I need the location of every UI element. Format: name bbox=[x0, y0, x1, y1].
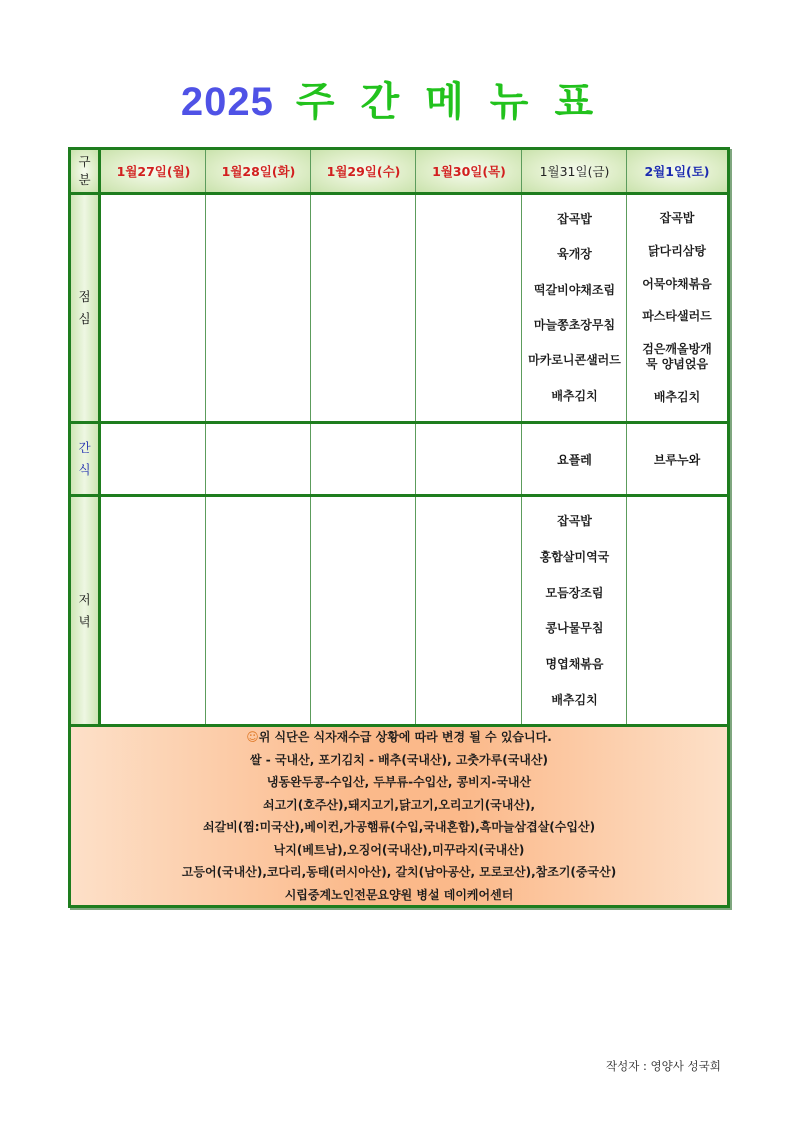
row-label-lunch-1: 점 bbox=[78, 289, 91, 304]
row-label-snack-2: 식 bbox=[78, 462, 91, 477]
day-header-wed: 1월29일(수) bbox=[311, 150, 416, 192]
day-header-sat: 2월1일(토) bbox=[627, 150, 727, 192]
snack-sat: 브루누와 bbox=[653, 452, 701, 467]
note-line-4: 쇠고기(호주산),돼지고기,닭고기,오리고기(국내산), bbox=[262, 797, 535, 812]
menu-item: 잡곡밥 bbox=[659, 210, 695, 225]
corner-label-1: 구 bbox=[78, 154, 91, 169]
title-text: 주간메뉴표 bbox=[295, 80, 620, 124]
menu-item: 잡곡밥 bbox=[557, 212, 592, 227]
page-title bbox=[0, 70, 800, 127]
menu-item: 배추김치 bbox=[653, 390, 701, 405]
author-credit: 작성자 : 영양사 성국희 bbox=[606, 1059, 721, 1073]
menu-item: 배추김치 bbox=[551, 692, 598, 707]
row-label-snack-1: 간 bbox=[78, 440, 91, 455]
corner-label bbox=[71, 150, 98, 192]
divider bbox=[205, 150, 206, 724]
day-header-thu: 1월30일(목) bbox=[416, 150, 522, 192]
menu-item: 명엽채볶음 bbox=[545, 656, 604, 671]
note-line-3: 냉동완두콩-수입산, 두부류-수입산, 콩비지-국내산 bbox=[266, 775, 532, 789]
dinner-fri bbox=[522, 500, 627, 722]
note-line-6: 낙지(베트남),오징어(국내산),미꾸라지(국내산) bbox=[273, 842, 525, 857]
divider bbox=[71, 192, 727, 195]
menu-item: 마카로니콘샐러드 bbox=[528, 353, 621, 368]
note-line-8: 시립중계노인전문요양원 병설 데이케어센터 bbox=[284, 887, 514, 902]
menu-item: 닭다리삼탕 bbox=[648, 243, 706, 258]
note-line-7: 고등어(국내산),코다리,동태(러시아산), 갈치(남아공산, 모로코산),참조기(중국산) bbox=[181, 865, 617, 879]
corner-label-2: 분 bbox=[78, 172, 91, 187]
notes-panel bbox=[71, 727, 727, 905]
row-label-dinner-2: 녁 bbox=[78, 613, 91, 629]
divider bbox=[310, 150, 311, 724]
menu-item: 홍합살미역국 bbox=[539, 549, 610, 564]
day-header-tue: 1월28일(화) bbox=[206, 150, 311, 192]
menu-item: 잡곡밥 bbox=[557, 514, 592, 529]
menu-item: 어묵야채볶음 bbox=[642, 276, 712, 291]
divider bbox=[415, 150, 416, 724]
menu-item: 콩나물무침 bbox=[545, 621, 604, 636]
smile-icon: ☺ bbox=[246, 730, 259, 744]
snack-fri: 요플레 bbox=[557, 452, 592, 467]
divider bbox=[521, 150, 522, 724]
menu-item: 마늘쫑초장무침 bbox=[533, 318, 616, 333]
note-line-1 bbox=[246, 726, 552, 749]
menu-item: 검은깨올방개묵 양념얹음 bbox=[642, 342, 712, 372]
divider bbox=[71, 494, 727, 497]
divider bbox=[626, 150, 627, 724]
divider bbox=[98, 150, 101, 724]
divider bbox=[71, 421, 727, 424]
menu-item: 모듬장조림 bbox=[545, 585, 604, 600]
note-line-5: 쇠갈비(찜:미국산),베이컨,가공햄류(수입,국내혼합),흑마늘삼겹살(수입산) bbox=[202, 820, 596, 834]
row-label-dinner-1: 저 bbox=[78, 591, 91, 607]
menu-item: 육개장 bbox=[557, 247, 592, 262]
row-label-lunch bbox=[71, 195, 98, 421]
row-label-dinner bbox=[71, 497, 98, 724]
row-label-snack bbox=[71, 424, 98, 494]
menu-item: 떡갈비야채조림 bbox=[533, 282, 616, 297]
row-label-lunch-2: 심 bbox=[78, 311, 91, 326]
weekly-menu-table bbox=[68, 147, 730, 908]
day-header-mon: 1월27일(월) bbox=[101, 150, 206, 192]
menu-item: 배추김치 bbox=[551, 388, 598, 403]
note-line-2: 쌀 - 국내산, 포기김치 - 배추(국내산), 고춧가루(국내산) bbox=[250, 752, 548, 767]
day-header-fri: 1월31일(금) bbox=[522, 150, 627, 192]
menu-item: 파스타샐러드 bbox=[642, 309, 712, 324]
note-text: 위 식단은 식자재수급 상황에 따라 변경 될 수 있습니다. bbox=[258, 730, 552, 744]
title-year: 2025 bbox=[180, 80, 274, 124]
lunch-fri bbox=[522, 198, 627, 418]
lunch-sat bbox=[627, 198, 727, 418]
